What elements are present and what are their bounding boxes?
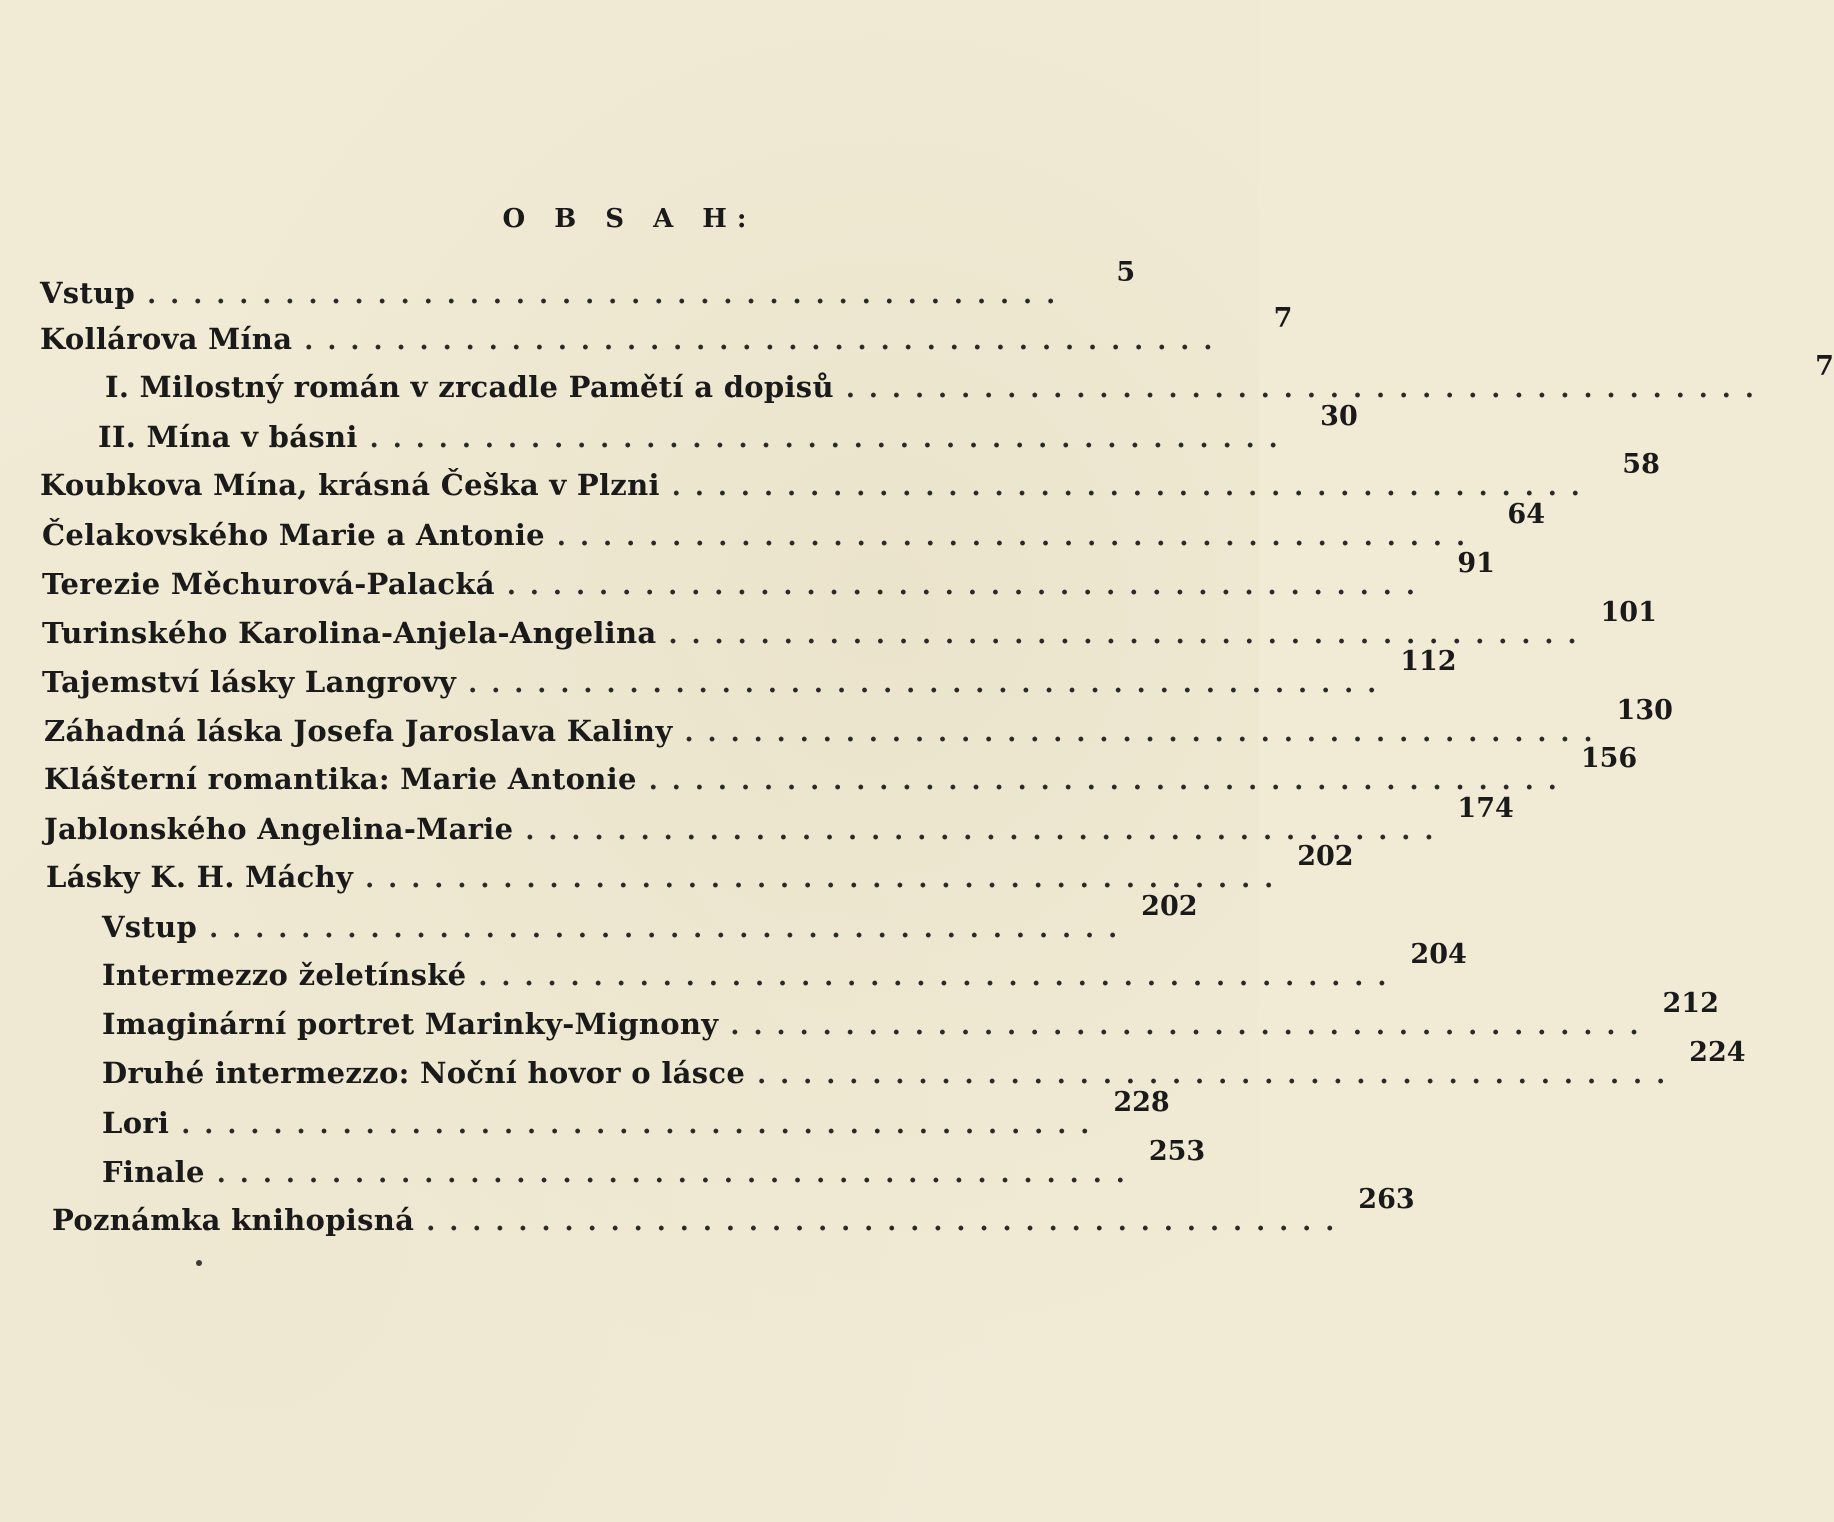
entry-page-number: 202 (1141, 891, 1198, 922)
entry-title: Poznámka knihopisná (52, 1203, 415, 1237)
entry-title: Turinského Karolina-Anjela-Angelina (42, 616, 657, 650)
entry-page-number: 7 (1273, 303, 1293, 334)
entry-page-number: 30 (1320, 401, 1358, 432)
toc-entry (42, 548, 1495, 607)
dot-leader: ........................................ (730, 1011, 1653, 1041)
toc-entry-sub (102, 939, 1467, 998)
toc-entry (44, 743, 1638, 802)
entry-page-number: 174 (1457, 793, 1514, 824)
toc-entry (40, 257, 1136, 316)
toc-entry (46, 841, 1354, 900)
toc-entry (44, 695, 1673, 754)
dot-leader: ........................................ (181, 1110, 1104, 1140)
entry-page-number: 212 (1662, 988, 1719, 1019)
toc-entry-sub (102, 1136, 1206, 1195)
entry-title: Finale (102, 1155, 205, 1189)
entry-page-number: 5 (1116, 257, 1136, 288)
entry-title: Intermezzo želetínské (102, 958, 467, 992)
dot-leader: ........................................ (668, 620, 1591, 650)
entry-page-number: 91 (1457, 548, 1495, 579)
dot-leader: ........................................ (478, 962, 1401, 992)
entry-title: Vstup (40, 276, 136, 310)
toc-entry-sub (102, 1037, 1746, 1096)
entry-title: I. Milostný román v zrcadle Pamětí a dopisů (105, 370, 834, 404)
dot-leader: ........................................ (468, 669, 1391, 699)
entry-title: Koubkova Mína, krásná Češka v Plzni (40, 468, 660, 502)
entry-title: Lásky K. H. Máchy (46, 860, 354, 894)
toc-entry-sub (102, 988, 1719, 1047)
entry-title: Záhadná láska Josefa Jaroslava Kaliny (44, 714, 673, 748)
entry-title: Čelakovského Marie a Antonie (42, 518, 545, 552)
toc-entry (42, 499, 1545, 558)
entry-page-number: 64 (1507, 499, 1545, 530)
entry-page-number: 101 (1600, 597, 1657, 628)
entry-page-number: 112 (1400, 646, 1457, 677)
toc-entry (52, 1184, 1415, 1243)
entry-title: Kollárova Mína (40, 322, 293, 356)
entry-title: II. Mína v básni (98, 420, 358, 454)
dot-leader: ........................................ (845, 374, 1768, 404)
entry-title: Tajemství lásky Langrovy (42, 665, 457, 699)
dot-leader: ........................................ (648, 766, 1571, 796)
toc-entry (42, 646, 1457, 705)
toc-entry (40, 449, 1660, 508)
entry-page-number: 224 (1689, 1037, 1746, 1068)
ink-speck (196, 1260, 202, 1266)
dot-leader: ........................................ (684, 718, 1607, 748)
entry-title: Terezie Měchurová-Palacká (42, 567, 495, 601)
dot-leader: ........................................ (506, 571, 1429, 601)
toc-entry-sub (102, 891, 1198, 950)
dot-leader: ........................................ (525, 816, 1448, 846)
entry-page-number: 204 (1410, 939, 1467, 970)
entry-page-number: 253 (1148, 1136, 1206, 1167)
dot-leader: ........................................ (147, 280, 1070, 310)
entry-page-number: 7 (1815, 351, 1834, 382)
entry-page-number: 130 (1616, 695, 1673, 726)
dot-leader: ........................................ (426, 1207, 1349, 1237)
entry-title: Druhé intermezzo: Noční hovor o lásce (102, 1056, 746, 1090)
entry-title: Jablonského Angelina-Marie (44, 812, 514, 846)
dot-leader: ........................................ (209, 914, 1132, 944)
entry-title: Imaginární portret Marinky-Mignony (102, 1007, 719, 1041)
entry-page-number: 156 (1580, 743, 1638, 774)
dot-leader: ........................................ (369, 424, 1292, 454)
toc-entry (40, 303, 1293, 362)
toc-entry-sub (105, 351, 1834, 410)
dot-leader: ........................................ (671, 472, 1594, 502)
dot-leader: ........................................ (556, 522, 1479, 552)
toc-entry (44, 793, 1514, 852)
entry-title: Klášterní romantika: Marie Antonie (44, 762, 637, 796)
entry-page-number: 228 (1113, 1087, 1170, 1118)
dot-leader: ........................................ (365, 864, 1288, 894)
entry-title: Lori (102, 1106, 170, 1140)
toc-heading: O B S A H: (502, 204, 757, 234)
dot-leader: ........................................ (216, 1159, 1139, 1189)
toc-entry-sub (98, 401, 1358, 460)
dot-leader: ........................................ (304, 326, 1227, 356)
entry-page-number: 202 (1297, 841, 1354, 872)
toc-entry (42, 597, 1657, 656)
entry-page-number: 263 (1358, 1184, 1415, 1215)
entry-page-number: 58 (1622, 449, 1660, 480)
dot-leader: ........................................ (757, 1060, 1680, 1090)
toc-entry-sub (102, 1087, 1170, 1146)
entry-title: Vstup (102, 910, 198, 944)
